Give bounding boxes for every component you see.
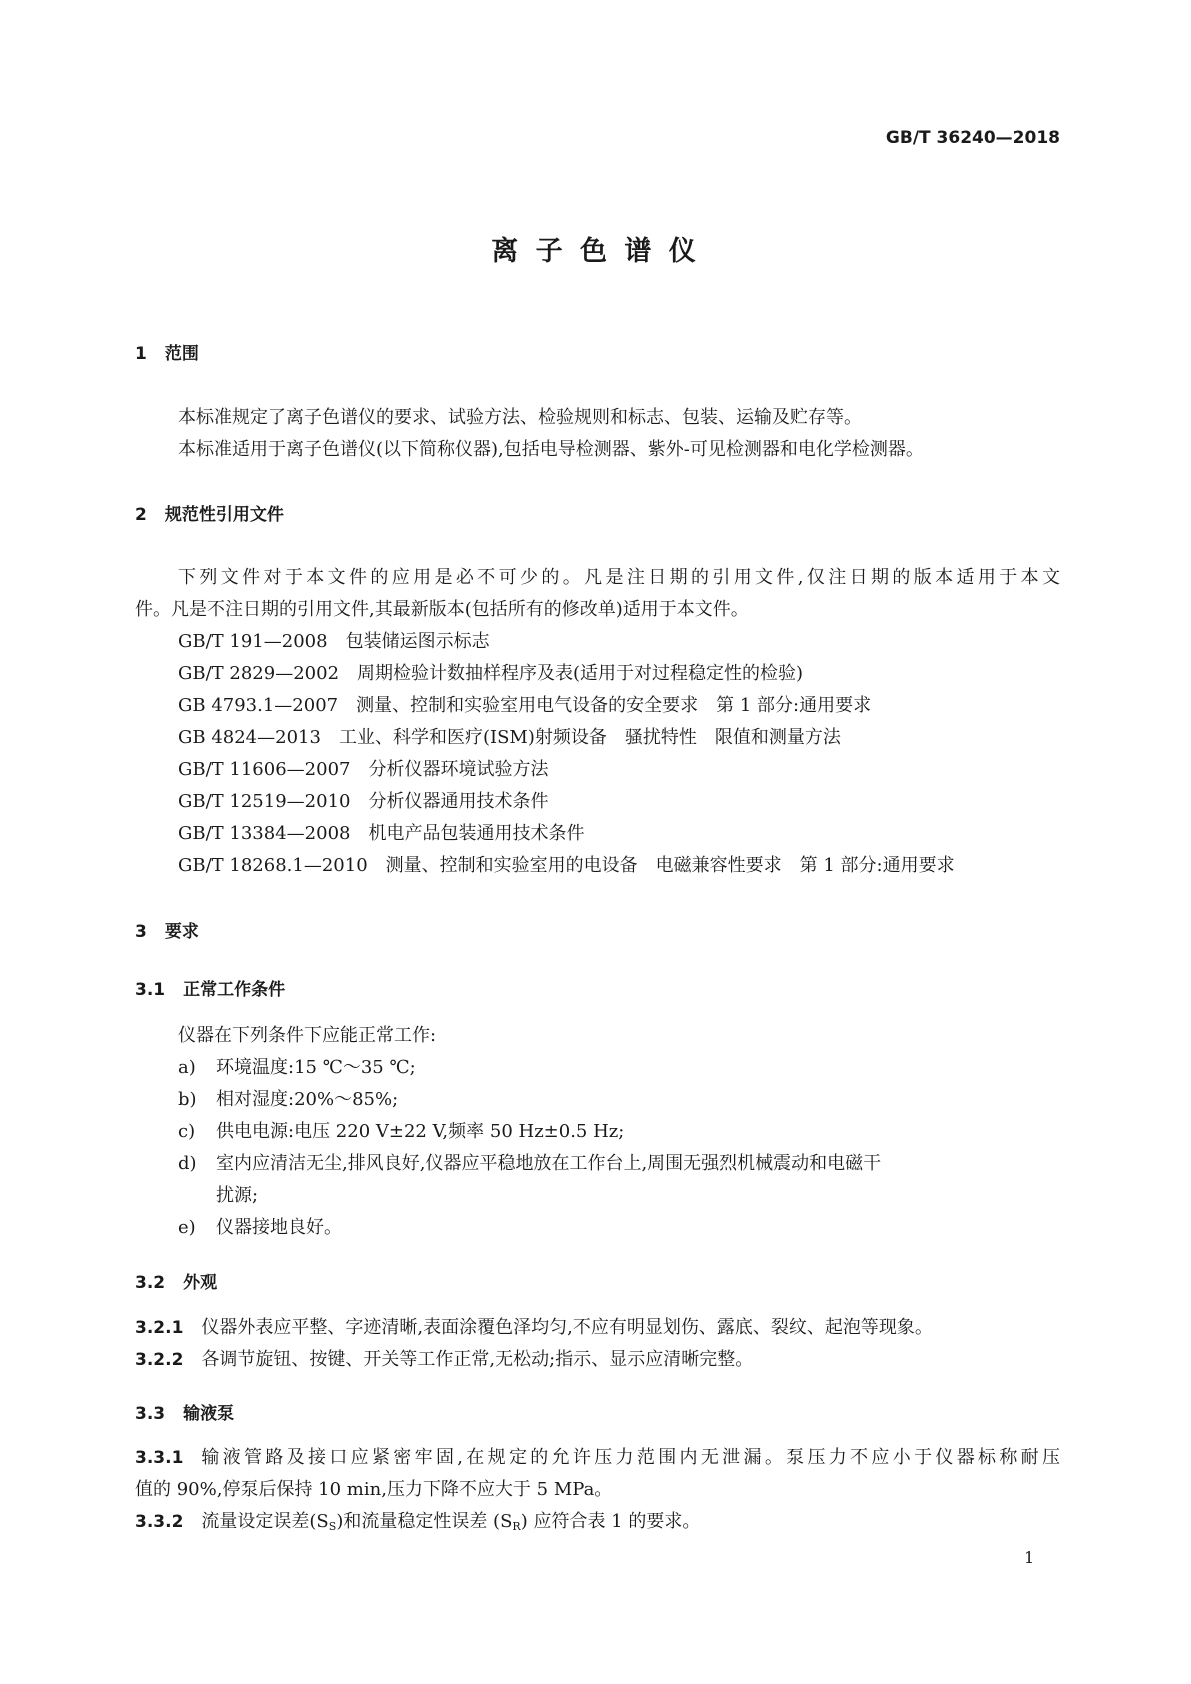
reference-title: 分析仪器通用技术条件 xyxy=(368,791,549,812)
reference-title: 机电产品包装通用技术条件 xyxy=(368,823,585,844)
condition-item xyxy=(178,1216,342,1240)
reference-code: GB/T 18268.1—2010 xyxy=(178,855,368,876)
section-3-heading xyxy=(135,920,199,944)
reference-code: GB 4793.1—2007 xyxy=(178,695,339,716)
section-3-3-heading xyxy=(135,1402,234,1426)
section-1-heading xyxy=(135,342,199,366)
reference-title: 测量、控制和实验室用电气设备的安全要求 第 1 部分:通用要求 xyxy=(356,695,872,716)
clause-text: ) 应符合表 1 的要求。 xyxy=(520,1511,701,1532)
reference-code: GB 4824—2013 xyxy=(178,727,321,748)
subscript: R xyxy=(512,1520,521,1533)
section-title: 正常工作条件 xyxy=(183,980,286,1000)
clause-3-3-1 xyxy=(135,1446,1060,1470)
item-text: 环境温度:15 ℃～35 ℃; xyxy=(216,1057,416,1078)
reference-item xyxy=(178,854,955,878)
section-number: 3.1 xyxy=(135,980,166,1000)
item-text: 室内应清洁无尘,排风良好,仪器应平稳地放在工作台上,周围无强烈机械震动和电磁干 xyxy=(216,1153,882,1174)
reference-title: 包装储运图示标志 xyxy=(345,631,490,652)
clause-3-2-2 xyxy=(135,1348,753,1372)
section-title: 外观 xyxy=(183,1273,218,1293)
clause-text: 流量设定误差(S xyxy=(201,1511,329,1532)
paragraph: 下列文件对于本文件的应用是必不可少的。凡是注日期的引用文件,仅注日期的版本适用于本文 xyxy=(178,567,1060,588)
reference-item xyxy=(178,790,548,814)
reference-item xyxy=(178,662,803,686)
item-text: 供电电源:电压 220 V±22 V,频率 50 Hz±0.5 Hz; xyxy=(216,1121,625,1142)
section-number: 2 xyxy=(135,505,147,525)
item-marker: c) xyxy=(178,1121,196,1142)
item-marker: e) xyxy=(178,1217,196,1238)
clause-text: 输液管路及接口应紧密牢固,在规定的允许压力范围内无泄漏。泵压力不应小于仪器标称耐压 xyxy=(201,1447,1060,1468)
reference-item xyxy=(178,758,548,782)
section-3-2-heading xyxy=(135,1271,217,1295)
reference-item xyxy=(178,726,841,750)
section-number: 3 xyxy=(135,922,147,942)
condition-item xyxy=(178,1120,624,1144)
paragraph: 本标准适用于离子色谱仪(以下简称仪器),包括电导检测器、紫外-可见检测器和电化学检测器。 xyxy=(178,439,924,460)
item-marker: b) xyxy=(178,1089,197,1110)
reference-title: 工业、科学和医疗(ISM)射频设备 骚扰特性 限值和测量方法 xyxy=(338,727,841,748)
clause-number: 3.2.1 xyxy=(135,1318,184,1338)
reference-item xyxy=(178,694,871,718)
clause-text: 各调节旋钮、按键、开关等工作正常,无松动;指示、显示应清晰完整。 xyxy=(201,1349,754,1370)
reference-code: GB/T 12519—2010 xyxy=(178,791,351,812)
item-continuation: 扰源; xyxy=(216,1185,259,1206)
section-number: 3.3 xyxy=(135,1404,166,1424)
paragraph: 件。凡是不注日期的引用文件,其最新版本(包括所有的修改单)适用于本文件。 xyxy=(135,599,749,620)
clause-number: 3.3.2 xyxy=(135,1512,184,1532)
condition-item xyxy=(178,1152,881,1176)
section-title: 规范性引用文件 xyxy=(164,505,284,525)
reference-title: 分析仪器环境试验方法 xyxy=(368,759,549,780)
clause-text: )和流量稳定性误差 (S xyxy=(336,1511,513,1532)
standard-number: GB/T 36240—2018 xyxy=(885,128,1060,148)
clause-3-3-2 xyxy=(135,1510,700,1539)
section-title: 范围 xyxy=(164,344,199,364)
clause-text: 仪器外表应平整、字迹清晰,表面涂覆色泽均匀,不应有明显划伤、露底、裂纹、起泡等现象。 xyxy=(201,1317,933,1338)
section-number: 1 xyxy=(135,344,147,364)
reference-title: 测量、控制和实验室用的电设备 电磁兼容性要求 第 1 部分:通用要求 xyxy=(385,855,955,876)
paragraph: 本标准规定了离子色谱仪的要求、试验方法、检验规则和标志、包装、运输及贮存等。 xyxy=(178,407,862,428)
item-text: 仪器接地良好。 xyxy=(216,1217,342,1238)
item-text: 相对湿度:20%～85%; xyxy=(216,1089,399,1110)
clause-number: 3.2.2 xyxy=(135,1350,184,1370)
reference-code: GB/T 13384—2008 xyxy=(178,823,351,844)
reference-code: GB/T 11606—2007 xyxy=(178,759,351,780)
clause-number: 3.3.1 xyxy=(135,1448,184,1468)
reference-title: 周期检验计数抽样程序及表(适用于对过程稳定性的检验) xyxy=(357,663,804,684)
clause-3-2-1 xyxy=(135,1316,933,1340)
reference-code: GB/T 2829—2002 xyxy=(178,663,340,684)
page-number: 1 xyxy=(1024,1548,1035,1567)
section-2-heading xyxy=(135,503,284,527)
reference-item xyxy=(178,822,584,846)
reference-code: GB/T 191—2008 xyxy=(178,631,328,652)
section-3-1-heading xyxy=(135,978,285,1002)
item-marker: d) xyxy=(178,1153,197,1174)
section-number: 3.2 xyxy=(135,1273,166,1293)
condition-item xyxy=(178,1056,416,1080)
clause-continuation: 值的 90%,停泵后保持 10 min,压力下降不应大于 5 MPa。 xyxy=(135,1479,613,1500)
item-marker: a) xyxy=(178,1057,196,1078)
section-title: 输液泵 xyxy=(183,1404,235,1424)
condition-item xyxy=(178,1088,398,1112)
subscript: S xyxy=(328,1520,337,1533)
section-title: 要求 xyxy=(164,922,199,942)
paragraph: 仪器在下列条件下应能正常工作: xyxy=(178,1025,437,1046)
reference-item xyxy=(178,630,490,654)
page-title: 离 子 色 谱 仪 xyxy=(491,236,700,267)
